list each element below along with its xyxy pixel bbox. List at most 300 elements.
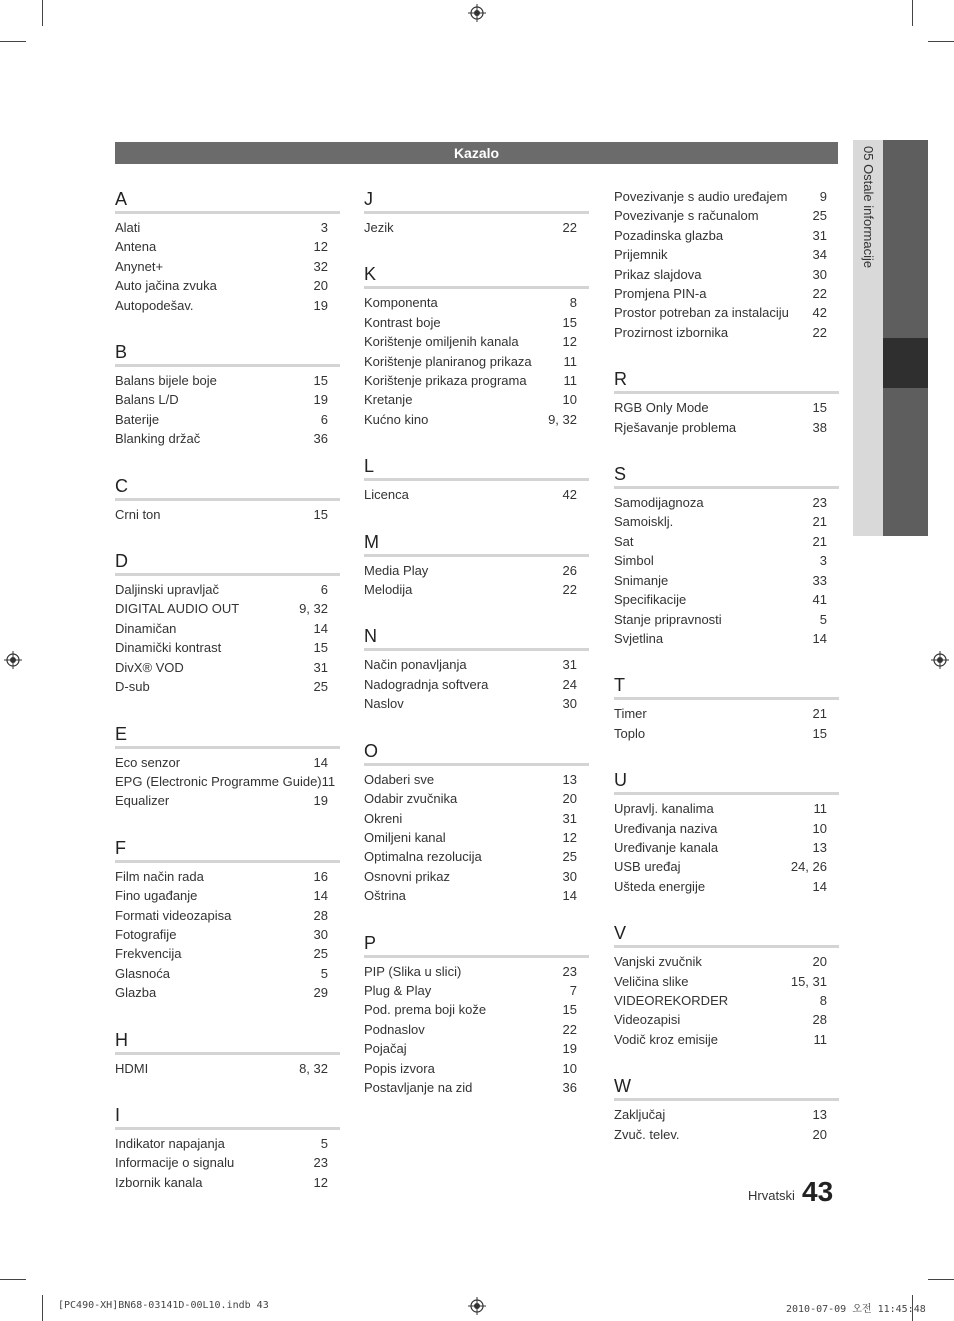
index-page-ref: 25 [562,849,577,865]
index-letter-heading: A [115,176,340,214]
index-page-ref: 7 [569,982,577,998]
index-term: Snimanje [614,572,669,588]
index-term: Film način rada [115,868,204,884]
index-letter-heading: R [614,356,839,394]
index-page-ref: 12 [313,239,328,255]
index-page-ref: 5 [320,965,328,981]
index-page-ref: 22 [562,1021,577,1037]
index-term: Plug & Play [364,982,432,998]
index-page-ref: 10 [812,820,827,836]
index-entry [364,675,589,694]
index-entry [115,1134,340,1153]
index-entry [115,1153,340,1172]
index-entry [364,886,589,905]
print-slug-file: [PC490-XH]BN68-03141D-00L10.indb 43 [58,1300,269,1311]
index-term: Prozirnost izbornika [614,324,729,340]
index-section [614,356,839,437]
registration-mark-icon [468,4,486,22]
index-page-ref: 15 [313,506,328,522]
crop-mark [928,41,954,42]
index-page-ref: 23 [812,495,827,511]
index-entry [115,237,340,256]
index-entry [614,303,839,322]
index-section [364,519,589,600]
registration-mark-icon [468,1297,486,1315]
index-entry [115,925,340,944]
index-term: Fotografije [115,926,177,942]
index-page-ref: 12 [562,829,577,845]
index-entry [115,276,340,295]
index-entry [115,677,340,696]
side-tab-marker [883,338,928,388]
index-page-ref: 24 [562,676,577,692]
index-page-ref: 9 [819,189,827,204]
index-entry [115,257,340,276]
index-page-ref: 30 [812,266,827,282]
index-page-ref: 6 [320,582,328,598]
index-term: D-sub [115,679,150,695]
index-section [115,329,340,449]
side-tab-label: 05 Ostale informacije [861,146,876,269]
index-entry [115,906,340,925]
index-entry [115,944,340,963]
index-entry [614,532,839,551]
index-term: Optimalna rezolucija [364,849,482,865]
index-page-ref: 10 [562,392,577,408]
index-term: Daljinski upravljač [115,582,220,598]
index-section [614,757,839,896]
index-section [115,463,340,524]
index-entry [614,877,839,896]
index-term: Naslov [364,696,404,712]
index-term: Baterije [115,411,160,427]
index-term: Prostor potreban za instalaciju [614,305,789,321]
index-term: Način ponavljanja [364,657,467,673]
index-term: Media Play [364,562,429,578]
index-page-ref: 15 [562,314,577,330]
index-page-ref: 24, 26 [790,859,827,875]
index-section [115,1092,340,1192]
index-term: Stanje pripravnosti [614,611,722,627]
index-page-ref: 25 [812,208,827,224]
index-term: Pozadinska glazba [614,227,724,243]
index-page-ref: 11 [813,801,827,817]
index-term: Omiljeni kanal [364,829,446,845]
index-term: Izbornik kanala [115,1174,203,1190]
index-section [364,251,589,429]
index-letter-heading: V [614,910,839,948]
index-entry [614,512,839,531]
index-term: Antena [115,239,157,255]
index-term: Formati videozapisa [115,907,232,923]
index-page-ref: 23 [313,1155,328,1171]
crop-mark [42,1295,43,1321]
index-term: Samodijagnoza [614,495,704,511]
index-term: Postavljanje na zid [364,1079,473,1095]
index-entry [614,952,839,971]
index-term: Povezivanje s audio uređajem [614,189,788,204]
registration-mark-icon [931,651,949,669]
index-column-3 [614,176,839,1158]
index-entry [115,390,340,409]
index-term: RGB Only Mode [614,400,709,416]
index-page-ref: 3 [819,553,827,569]
index-term: VIDEOREKORDER [614,992,729,1008]
index-page-ref: 22 [812,286,827,302]
index-page-ref: 20 [562,791,577,807]
index-term: Okreni [364,810,403,826]
index-term: Licenca [364,487,409,503]
index-term: Timer [614,706,647,722]
index-page-ref: 11 [321,773,336,789]
index-section [364,728,589,906]
index-page-ref: 13 [812,1107,827,1123]
index-term: Toplo [614,725,646,741]
index-entry [614,704,839,723]
index-page-ref: 36 [562,1079,577,1095]
index-entry [115,410,340,429]
index-entry [614,1030,839,1049]
index-letter-heading: U [614,757,839,795]
index-entry [115,580,340,599]
index-entry [115,296,340,315]
index-term: Odaberi sve [364,771,435,787]
index-section [115,1017,340,1078]
index-term: Autopodešav. [115,297,194,313]
index-letter-heading: F [115,825,340,863]
index-page-ref: 31 [562,810,577,826]
index-entry [614,1125,839,1144]
index-entry [115,791,340,810]
index-letter-heading: I [115,1092,340,1130]
index-term: Dinamičan [115,620,177,636]
index-term: Popis izvora [364,1060,435,1076]
index-entry [115,983,340,1002]
index-page-ref: 26 [562,562,577,578]
index-page-ref: 14 [812,630,827,646]
index-term: Balans L/D [115,392,179,408]
index-term: Videozapisi [614,1012,681,1028]
index-term: PIP (Slika u slici) [364,963,462,979]
index-entry [614,838,839,857]
index-entry [614,398,839,417]
index-term: DivX® VOD [115,659,184,675]
index-page-ref: 8 [569,295,577,311]
index-page-ref: 21 [812,706,827,722]
crop-mark [928,1279,954,1280]
index-entry [614,187,839,206]
index-page-ref: 20 [812,1126,827,1142]
index-letter-heading: C [115,463,340,501]
index-page-ref: 28 [313,907,328,923]
index-letter-heading: S [614,451,839,489]
index-entry [115,886,340,905]
index-page-ref: 14 [812,878,827,894]
index-letter-heading: K [364,251,589,289]
index-term: Veličina slike [614,973,689,989]
crop-mark [42,0,43,26]
index-entry [614,493,839,512]
index-column-2 [364,176,589,1111]
index-term: Podnaslov [364,1021,425,1037]
index-term: Sat [614,533,634,549]
index-entry [614,571,839,590]
index-section [364,613,589,713]
index-entry [364,218,589,237]
index-term: Frekvencija [115,946,182,962]
index-section [115,711,340,811]
index-letter-heading: O [364,728,589,766]
index-term: Pojačaj [364,1041,407,1057]
index-page-ref: 20 [812,954,827,970]
index-continued-entries [614,176,839,342]
index-term: Svjetlina [614,630,664,646]
index-page-ref: 29 [313,985,328,1001]
index-page-ref: 13 [562,771,577,787]
index-page-ref: 9, 32 [548,411,577,427]
index-page-ref: 19 [313,793,328,809]
index-page-ref: 11 [563,373,577,389]
index-entry [364,962,589,981]
index-entry [614,857,839,876]
index-entry [364,981,589,1000]
index-entry [115,505,340,524]
index-term: Komponenta [364,295,438,311]
index-section [364,920,589,1098]
index-entry [364,847,589,866]
index-entry [364,390,589,409]
index-term: Dinamički kontrast [115,640,222,656]
index-letter-heading: E [115,711,340,749]
index-page-ref: 30 [313,926,328,942]
index-term: Nadogradnja softvera [364,676,489,692]
index-term: Oštrina [364,888,406,904]
index-section [614,1063,839,1144]
index-page-ref: 25 [313,946,328,962]
index-letter-heading: H [115,1017,340,1055]
index-term: Promjena PIN-a [614,286,707,302]
index-entry [364,789,589,808]
index-entry [614,206,839,225]
index-page-ref: 5 [320,1135,328,1151]
index-entry [115,964,340,983]
index-entry [614,972,839,991]
index-letter-heading: D [115,538,340,576]
index-entry [115,867,340,886]
index-page-ref: 22 [562,582,577,598]
index-page-ref: 3 [320,220,328,235]
index-term: EPG (Electronic Programme Guide) [115,773,322,789]
index-page-ref: 15 [812,725,827,741]
index-term: HDMI [115,1060,149,1076]
index-term: Fino ugađanje [115,888,198,904]
index-term: Kontrast boje [364,314,441,330]
index-entry [364,1059,589,1078]
index-page-ref: 11 [563,353,577,369]
index-entry [614,551,839,570]
index-entry [364,1020,589,1039]
index-term: Vanjski zvučnik [614,954,702,970]
index-entry [364,371,589,390]
index-entry [364,809,589,828]
index-page-ref: 14 [313,620,328,636]
index-page-ref: 15 [313,373,328,389]
print-slug-date: 2010-07-09 오전 11:45:48 [786,1304,926,1315]
index-term: Prikaz slajdova [614,266,702,282]
index-page-ref: 31 [562,657,577,673]
index-entry [614,590,839,609]
index-page-ref: 19 [562,1041,577,1057]
index-letter-heading: J [364,176,589,214]
index-page-ref: 28 [812,1012,827,1028]
index-page-ref: 23 [562,963,577,979]
index-term: Osnovni prikaz [364,868,450,884]
index-term: Crni ton [115,506,161,522]
index-page-ref: 14 [562,888,577,904]
index-entry [614,610,839,629]
index-entry [364,352,589,371]
index-page-ref: 36 [313,431,328,447]
index-entry [115,638,340,657]
index-page-ref: 21 [812,533,827,549]
index-letter-heading: M [364,519,589,557]
index-page-ref: 15 [313,640,328,656]
index-section [115,825,340,1003]
index-page-ref: 32 [313,258,328,274]
index-page-ref: 34 [812,247,827,263]
index-page-ref: 11 [813,1031,827,1047]
index-letter-heading: W [614,1063,839,1101]
index-term: Ušteda energije [614,878,706,894]
index-entry [364,1039,589,1058]
index-entry [614,245,839,264]
index-term: Auto jačina zvuka [115,278,217,294]
index-page-ref: 10 [562,1060,577,1076]
index-entry [614,724,839,743]
index-term: Korištenje omiljenih kanala [364,334,519,350]
index-page-ref: 30 [562,696,577,712]
index-entry [364,828,589,847]
index-section [614,451,839,648]
index-entry [364,332,589,351]
index-entry [614,226,839,245]
index-column-1 [115,176,340,1206]
index-section [115,176,340,315]
index-term: Prijemnik [614,247,668,263]
index-entry [364,655,589,674]
index-page-ref: 14 [313,754,328,770]
index-page-ref: 20 [313,278,328,294]
index-letter-heading: N [364,613,589,651]
footer-language: Hrvatski [748,1188,795,1203]
index-page-ref: 22 [812,324,827,340]
index-entry [364,770,589,789]
index-entry [614,799,839,818]
index-page-ref: 42 [562,487,577,503]
index-entry [364,867,589,886]
index-term: Informacije o signalu [115,1155,235,1171]
index-entry [614,284,839,303]
index-entry [115,1059,340,1078]
index-term: Jezik [364,220,394,235]
index-page-ref: 25 [313,679,328,695]
index-term: Specifikacije [614,592,687,608]
index-section [364,176,589,237]
index-term: Vodič kroz emisije [614,1031,719,1047]
index-page-ref: 9, 32 [299,601,328,617]
index-entry [614,265,839,284]
index-entry [614,991,839,1010]
index-entry [614,418,839,437]
index-term: Povezivanje s računalom [614,208,759,224]
index-section [364,443,589,504]
index-letter-heading: B [115,329,340,367]
index-term: Equalizer [115,793,170,809]
index-term: Korištenje planiranog prikaza [364,353,532,369]
index-page-ref: 31 [313,659,328,675]
index-term: Anynet+ [115,258,164,274]
index-entry [614,629,839,648]
index-entry [115,218,340,237]
page-number: 43 [802,1176,834,1207]
index-page-ref: 31 [812,227,827,243]
crop-mark [0,41,26,42]
index-letter-heading: T [614,662,839,700]
index-entry [364,410,589,429]
index-term: Uređivanje kanala [614,839,719,855]
index-term: Odabir zvučnika [364,791,458,807]
index-page-ref: 42 [812,305,827,321]
index-term: Glasnoća [115,965,170,981]
index-term: Balans bijele boje [115,373,217,389]
index-entry [364,1078,589,1097]
index-term: Uređivanja naziva [614,820,718,836]
index-section [614,910,839,1049]
index-term: Kućno kino [364,411,429,427]
index-term: Kretanje [364,392,413,408]
index-entry [364,313,589,332]
index-entry [115,371,340,390]
index-entry [614,819,839,838]
index-page-ref: 13 [812,839,827,855]
index-page-ref: 8 [819,992,827,1008]
index-entry [364,561,589,580]
index-page-ref: 19 [313,392,328,408]
crop-mark [912,0,913,26]
index-entry [364,293,589,312]
index-term: DIGITAL AUDIO OUT [115,601,240,617]
index-term: Alati [115,220,141,235]
index-term: Indikator napajanja [115,1135,225,1151]
index-page-ref: 30 [562,868,577,884]
index-entry [614,323,839,342]
index-entry [115,619,340,638]
index-page-ref: 15, 31 [790,973,827,989]
index-entry [614,1105,839,1124]
index-section [115,538,340,696]
index-entry [115,429,340,448]
index-entry [115,772,340,791]
index-page-ref: 16 [313,868,328,884]
registration-mark-icon [4,651,22,669]
index-term: Rješavanje problema [614,419,737,435]
index-page-ref: 6 [320,411,328,427]
page-title: Kazalo [115,142,838,164]
index-page-ref: 41 [812,592,827,608]
index-entry [115,753,340,772]
index-page-ref: 5 [819,611,827,627]
index-term: Zaključaj [614,1107,666,1123]
